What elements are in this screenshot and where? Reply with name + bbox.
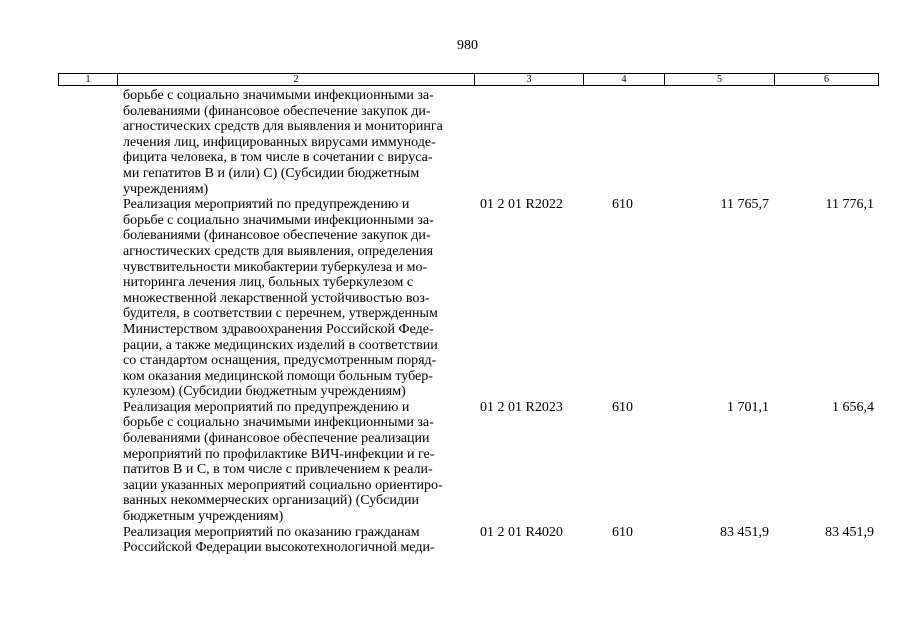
row-description: Реализация мероприятий по предупреждению и борьбе с социально значимыми инфекционными за- болеваниями (финансовое обеспечение закупок ди- агностических средств для выявления, определения чувствительности микобактерии туберкулеза и мо- ниторинга лечения лиц, больных туберкулезом с множественной лекарственной устойчивостью воз- будителя, в соответствии с перечнем, утвержденным Министерством здравоохранения Российской Феде- рации, а также медицинских изделий в соответствии со стандартом оснащения, предусмотренным поряд- ком оказания медицинской помощи больным тубер- кулезом) (Субсидии бюджетным учреждениям) xyxy=(123,197,438,400)
row-target-code: 01 2 01 R4020 xyxy=(480,524,563,540)
page-number: 980 xyxy=(457,38,478,53)
row-amount-col5: 1 701,1 xyxy=(727,399,769,415)
row-description: Реализация мероприятий по предупреждению и борьбе с социально значимыми инфекционными за- болеваниями (финансовое обеспечение реализации мероприятий по профилактике ВИЧ-инфекции и ге- патитов В и С, в том числе с привлечением к реали- зации указанных мероприятий социально ориентиро- ванных некоммерческих организаций) (Субсидии бюджетным учреждениям) xyxy=(123,399,443,525)
row-target-code: 01 2 01 R2023 xyxy=(480,399,563,415)
row-description: Реализация мероприятий по оказанию гражданам Российской Федерации высокотехнологичной меди- xyxy=(123,524,435,556)
column-header-row xyxy=(59,74,879,86)
table-row xyxy=(0,197,905,400)
column-header-4: 4 xyxy=(584,74,665,86)
row-amount-col6: 11 776,1 xyxy=(825,197,874,213)
row-expense-type: 610 xyxy=(612,524,633,540)
row-description: борьбе с социально значимыми инфекционными за- болеваниями (финансовое обеспечение закупок ди- агностических средств для выявления и мониторинга лечения лиц, инфицированных вирусами иммуноде- фицита человека, в том числе в сочетании с вируса- ми гепатитов В и (или) С) (Субсидии бюджетным учреждениям) xyxy=(123,88,443,197)
table-row xyxy=(0,400,905,525)
column-header-3: 3 xyxy=(475,74,584,86)
row-amount-col6: 1 656,4 xyxy=(832,399,874,415)
column-header-5: 5 xyxy=(665,74,775,86)
budget-rows xyxy=(0,88,905,556)
row-expense-type: 610 xyxy=(612,399,633,415)
row-expense-type: 610 xyxy=(612,197,633,213)
column-header-1: 1 xyxy=(59,74,118,86)
column-header-2: 2 xyxy=(118,74,475,86)
row-amount-col5: 83 451,9 xyxy=(720,524,769,540)
column-header-table xyxy=(58,73,879,86)
row-amount-col5: 11 765,7 xyxy=(720,197,769,213)
table-row xyxy=(0,88,905,197)
table-row xyxy=(0,525,905,556)
row-amount-col6: 83 451,9 xyxy=(825,524,874,540)
row-target-code: 01 2 01 R2022 xyxy=(480,197,563,213)
column-header-6: 6 xyxy=(775,74,879,86)
